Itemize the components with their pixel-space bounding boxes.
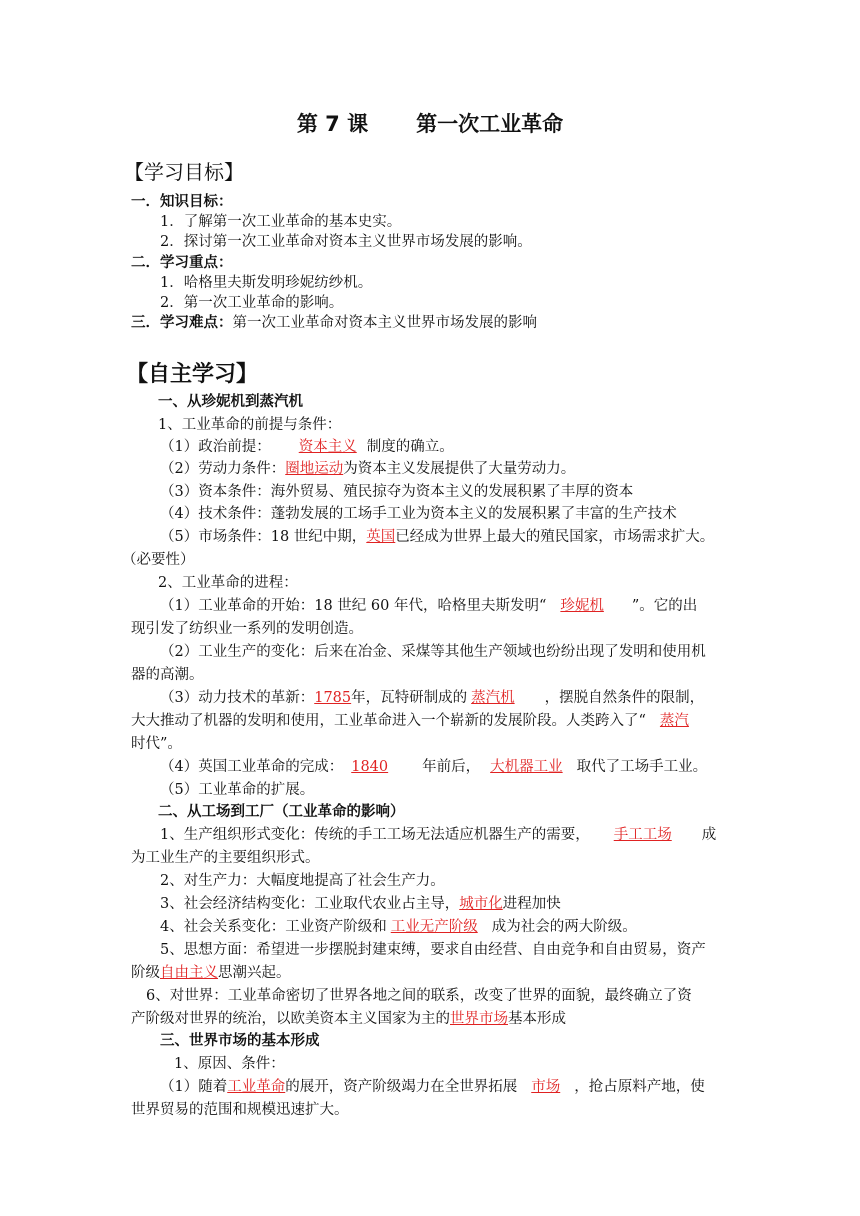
process-2-cont: 器的高潮。 — [131, 667, 204, 683]
knowledge-goal-2: 2．探讨第一次工业革命对资本主义世界市场发展的影响。 — [160, 234, 532, 250]
process-1: （1）工业革命的开始：18 世纪 60 年代，哈格里夫斯发明“ 珍妮机 ”。它的出 — [160, 598, 698, 614]
condition-1: （1）政治前提： 资本主义 制度的确立。 — [160, 439, 454, 455]
market-1-cont: 世界贸易的范围和规模迅速扩大。 — [131, 1102, 349, 1118]
answer-liberalism: 自由主义 — [160, 965, 218, 981]
answer-proletariat: 工业无产阶级 — [390, 919, 478, 935]
answer-machine-industry: 大机器工业 — [490, 759, 563, 775]
impact-5: 5、思想方面：希望进一步摆脱封建束缚，要求自由经营、自由竞争和自由贸易，资产 — [160, 942, 706, 958]
process-1-cont: 现引发了纺织业一系列的发明创造。 — [131, 621, 363, 637]
focus-heading: 二．学习重点： — [131, 254, 233, 271]
answer-enclosure: 圈地运动 — [285, 461, 344, 477]
subsection-3-1: 1、原因、条件： — [174, 1056, 285, 1072]
difficulty-line — [131, 313, 537, 333]
impact-6: 6、对世界：工业革命密切了世界各地之间的联系，改变了世界的面貌，最终确立了资 — [146, 988, 692, 1004]
answer-britain: 英国 — [366, 529, 396, 545]
condition-2: （2）劳动力条件：圈地运动为资本主义发展提供了大量劳动力。 — [160, 461, 576, 477]
answer-1840: 1840 — [351, 759, 389, 775]
page-title — [0, 108, 860, 138]
knowledge-goal-heading: 一．知识目标： — [131, 193, 233, 210]
answer-capitalism: 资本主义 — [298, 439, 357, 455]
answer-industrial-revolution: 工业革命 — [227, 1079, 286, 1095]
section-3-title: 三、世界市场的基本形成 — [160, 1032, 320, 1049]
answer-1785: 1785 — [314, 690, 352, 706]
subsection-1-2: 2、工业革命的进程： — [158, 575, 298, 591]
condition-5: （5）市场条件：18 世纪中期，英国已经成为世界上最大的殖民国家，市场需求扩大。 — [160, 529, 715, 545]
process-3: （3）动力技术的革新：1785年，瓦特研制成的 蒸汽机 ，摆脱自然条件的限制， — [160, 690, 705, 706]
process-5: （5）工业革命的扩展。 — [160, 782, 315, 798]
impact-4: 4、社会关系变化：工业资产阶级和 工业无产阶级 成为社会的两大阶级。 — [160, 919, 637, 935]
impact-1-cont: 为工业生产的主要组织形式。 — [131, 850, 320, 866]
answer-steam-age: 蒸汽 — [659, 713, 689, 729]
subsection-1-1: 1、工业革命的前提与条件： — [158, 417, 342, 433]
answer-urbanization: 城市化 — [459, 896, 503, 912]
focus-1: 1．哈格里夫斯发明珍妮纺纱机。 — [160, 275, 373, 291]
impact-3: 3、社会经济结构变化：工业取代农业占主导，城市化进程加快 — [160, 896, 561, 912]
impact-6-cont: 产阶级对世界的统治，以欧美资本主义国家为主的世界市场基本形成 — [131, 1011, 566, 1027]
condition-5-cont: （必要性） — [122, 552, 195, 568]
answer-jenny: 珍妮机 — [560, 598, 604, 614]
answer-market: 市场 — [531, 1079, 561, 1095]
impact-2: 2、对生产力：大幅度地提高了社会生产力。 — [160, 873, 445, 889]
goals-header: 【学习目标】 — [124, 160, 244, 184]
process-3-cont2: 时代”。 — [131, 736, 182, 752]
knowledge-goal-1: 1．了解第一次工业革命的基本史实。 — [160, 214, 402, 230]
impact-5-cont: 阶级自由主义思潮兴起。 — [131, 965, 291, 981]
section-2-title: 二、从工场到工厂（工业革命的影响） — [158, 803, 405, 820]
answer-world-market: 世界市场 — [450, 1011, 508, 1027]
answer-steam-engine: 蒸汽机 — [471, 690, 515, 706]
process-2: （2）工业生产的变化：后来在冶金、采煤等其他生产领域也纷纷出现了发明和使用机 — [160, 644, 706, 660]
process-4: （4）英国工业革命的完成： 1840 年前后， 大机器工业 取代了工场手工业。 — [160, 759, 708, 775]
condition-4: （4）技术条件：蓬勃发展的工场手工业为资本主义的发展积累了丰富的生产技术 — [160, 506, 677, 522]
difficulty-heading: 三．学习难点： — [131, 314, 233, 331]
section-1-title: 一、从珍妮机到蒸汽机 — [158, 393, 303, 410]
process-3-cont: 大大推动了机器的发明和使用，工业革命进入一个崭新的发展阶段。人类跨入了“ 蒸汽 — [131, 713, 689, 729]
lesson-number: 第 7 课 — [296, 112, 369, 136]
condition-3: （3）资本条件：海外贸易、殖民掠夺为资本主义的发展积累了丰厚的资本 — [160, 484, 634, 500]
market-1: （1）随着工业革命的展开，资产阶级竭力在全世界拓展 市场 ，抢占原料产地，使 — [160, 1079, 705, 1095]
lesson-name: 第一次工业革命 — [416, 112, 564, 136]
focus-2: 2．第一次工业革命的影响。 — [160, 295, 344, 311]
difficulty-text: 第一次工业革命对资本主义世界市场发展的影响 — [232, 315, 537, 331]
answer-workshop: 手工工场 — [613, 827, 672, 843]
self-study-header: 【自主学习】 — [126, 362, 259, 387]
impact-1: 1、生产组织形式变化：传统的手工工场无法适应机器生产的需要， 手工工场 成 — [160, 827, 717, 843]
